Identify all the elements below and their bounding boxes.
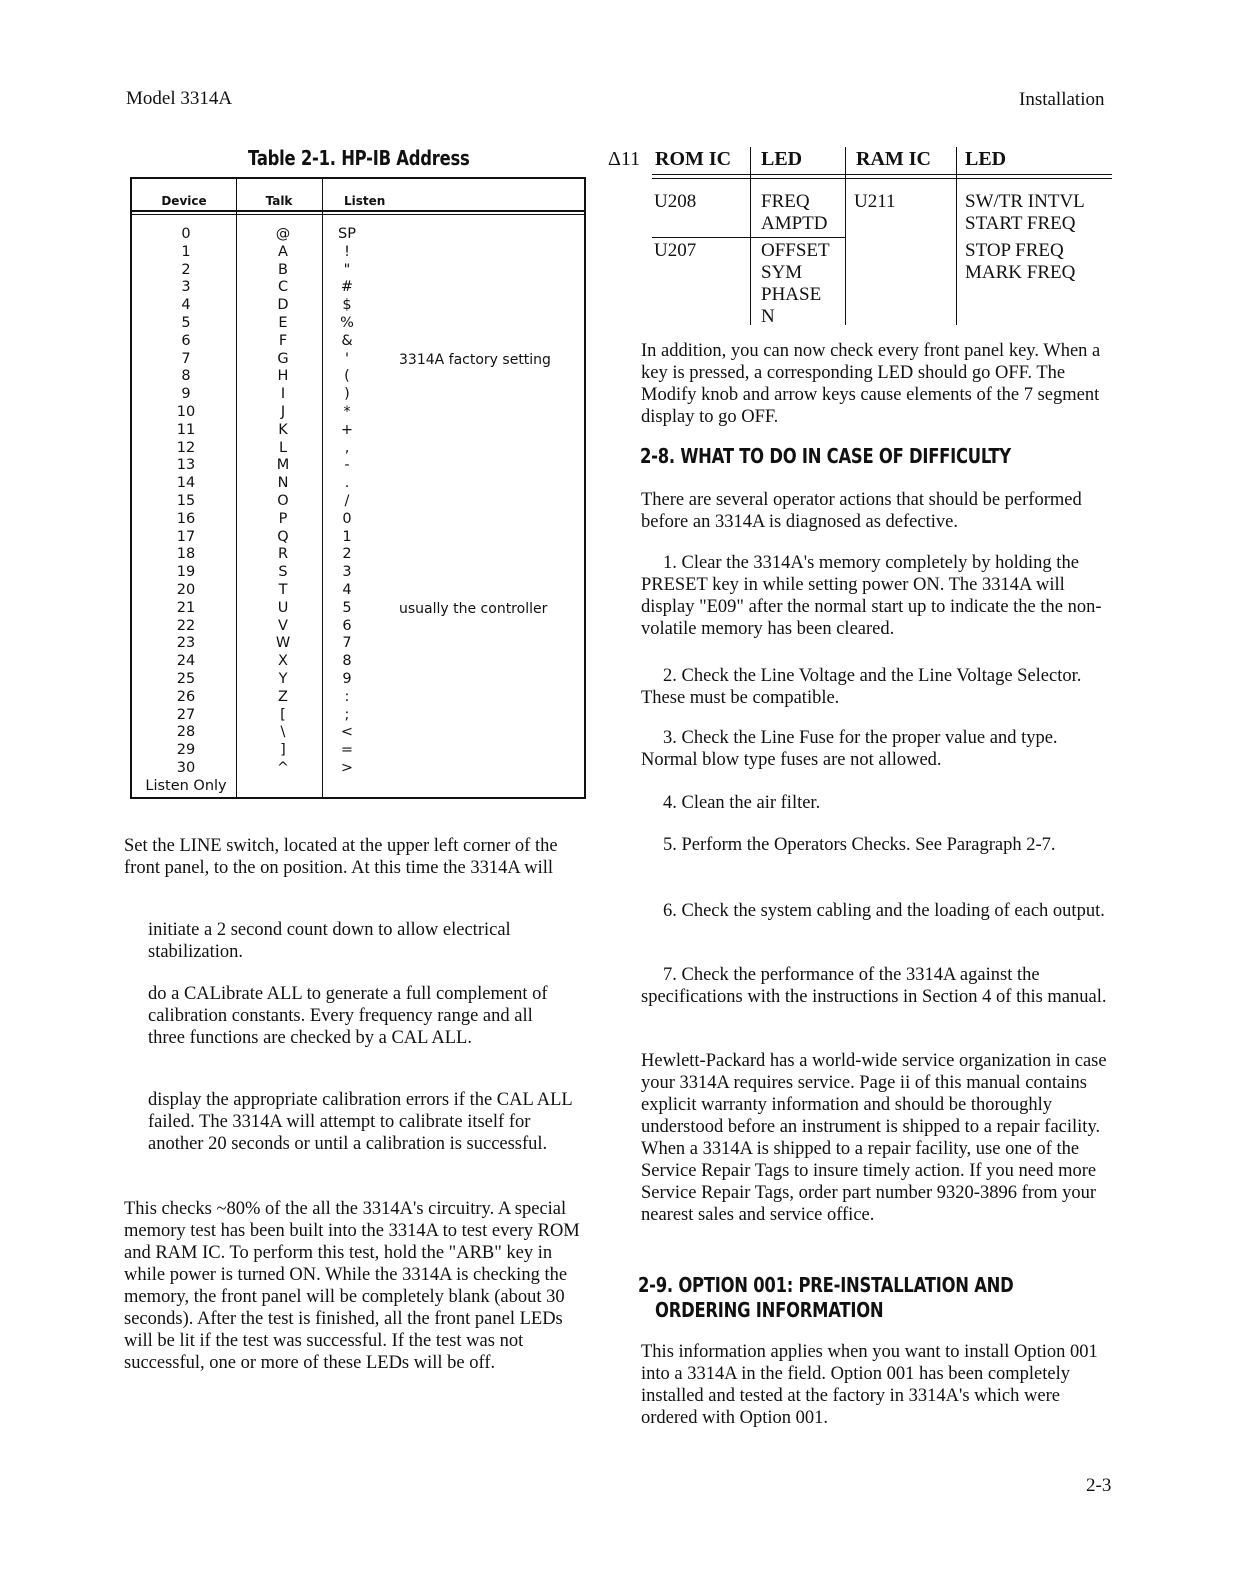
talk-cell: F: [278, 332, 288, 349]
paragraph-front-panel-keys: In addition, you can now check every front panel key. When a key is pressed, a corresponding LED should go OFF. The Modify knob and arrow keys cause elements of the 7 segment display to go OFF.: [641, 341, 1101, 427]
listen-cell: :: [344, 688, 350, 705]
led-n: N: [761, 306, 775, 327]
table-row: [132, 724, 392, 742]
listen-cell: (: [344, 368, 350, 385]
listen-cell: -: [344, 457, 350, 474]
paragraph-operator-actions: There are several operator actions that should be performed before an 3314A is diagnosed as defective.: [641, 490, 1082, 532]
step-2: 2. Check the Line Voltage and the Line Voltage Selector. These must be compatible.: [641, 666, 1082, 708]
table-row: [132, 529, 392, 547]
device-cell: 19: [176, 564, 196, 581]
table-row: [132, 315, 392, 333]
hpib-address-table: [130, 177, 586, 799]
talk-cell: \: [280, 724, 286, 741]
led-offset: OFFSET: [761, 240, 830, 261]
rom-ic-u207: U207: [654, 240, 697, 261]
note-factory-setting: 3314A factory setting: [399, 352, 551, 368]
talk-cell: N: [277, 475, 289, 492]
listen-cell: ): [344, 386, 350, 403]
table-row: [132, 707, 392, 725]
col-header-device: Device: [161, 194, 207, 208]
device-cell: 16: [176, 510, 196, 527]
listen-cell: 9: [342, 670, 352, 687]
talk-cell: M: [276, 457, 290, 474]
device-cell: 2: [181, 261, 191, 278]
device-cell: 21: [176, 599, 196, 616]
device-cell: 20: [176, 581, 196, 598]
device-cell: 7: [181, 350, 191, 367]
device-cell: 3: [181, 279, 191, 296]
listen-cell: .: [344, 475, 350, 492]
device-cell: 29: [176, 742, 196, 759]
talk-cell: H: [277, 368, 289, 385]
talk-cell: K: [278, 421, 288, 438]
listen-cell: #: [340, 279, 354, 296]
col-header-led-2: LED: [965, 148, 1007, 170]
table-row: [132, 618, 392, 636]
listen-cell: =: [340, 742, 354, 759]
table-row: [132, 404, 392, 422]
table-row: [132, 778, 392, 796]
talk-cell: Q: [277, 528, 289, 545]
device-cell: 28: [176, 724, 196, 741]
table-row: [132, 440, 392, 458]
listen-cell: 4: [342, 581, 352, 598]
table-row: [132, 475, 392, 493]
section-title-2-9-line-1: 2-9. OPTION 001: PRE-INSTALLATION AND: [638, 1273, 1014, 1297]
step-7: 7. Check the performance of the 3314A against the specifications with the instructions in Section 4 of this manual.: [641, 965, 1107, 1007]
talk-cell: A: [278, 243, 288, 260]
talk-cell: J: [280, 403, 286, 420]
table-row: [132, 546, 392, 564]
device-cell: 1: [181, 243, 191, 260]
talk-cell: Z: [278, 688, 288, 705]
paragraph-option-001: This information applies when you want to install Option 001 into a 3314A in the field. Option 001 has been completely installed and tested at the factory in 3314A's which were ordered with Option 001.: [641, 1342, 1098, 1428]
talk-cell: T: [278, 581, 288, 598]
table-row: [132, 333, 392, 351]
note-controller: usually the controller: [399, 601, 548, 617]
device-cell: 8: [181, 368, 191, 385]
talk-cell: W: [275, 635, 291, 652]
listen-cell: ;: [344, 706, 350, 723]
talk-cell: L: [278, 439, 288, 456]
table-row: [132, 511, 392, 529]
header-divider-2: [132, 214, 584, 215]
listen-cell: 2: [342, 546, 352, 563]
talk-cell: P: [278, 510, 288, 527]
device-cell: 14: [176, 475, 196, 492]
col-header-led-1: LED: [761, 148, 803, 170]
col-header-talk: Talk: [265, 194, 293, 208]
listen-cell: ,: [344, 439, 350, 456]
header-model: Model 3314A: [126, 88, 233, 109]
led-phase: PHASE: [761, 284, 822, 305]
led-stop-freq: STOP FREQ: [965, 240, 1064, 261]
rom-ram-led-table: [640, 142, 1115, 327]
led-sw-tr-intvl: SW/TR INTVL: [965, 191, 1085, 212]
talk-cell: I: [280, 386, 286, 403]
listen-cell: <: [340, 724, 354, 741]
talk-cell: D: [277, 297, 289, 314]
device-cell: 18: [176, 546, 196, 563]
col-header-listen: Listen: [344, 194, 386, 208]
listen-cell: 5: [342, 599, 352, 616]
listen-cell: ': [345, 350, 349, 367]
talk-cell: [: [280, 706, 286, 723]
header-section: Installation: [1019, 89, 1105, 110]
talk-cell: C: [277, 279, 289, 296]
device-cell: 30: [176, 759, 196, 776]
device-cell: 27: [176, 706, 196, 723]
talk-cell: G: [277, 350, 289, 367]
table-row: [132, 279, 392, 297]
listen-cell: 7: [342, 635, 352, 652]
led-mark-freq: MARK FREQ: [965, 262, 1076, 283]
table-row: [132, 600, 392, 618]
device-cell: 6: [181, 332, 191, 349]
table-row: [132, 493, 392, 511]
table-row: [132, 351, 392, 369]
led-start-freq: START FREQ: [965, 213, 1076, 234]
talk-cell: ]: [280, 742, 286, 759]
device-cell: 26: [176, 688, 196, 705]
device-cell: 23: [176, 635, 196, 652]
talk-cell: X: [278, 653, 288, 670]
device-cell: Listen Only: [145, 777, 227, 794]
talk-cell: O: [277, 492, 289, 509]
table-title: Table 2-1. HP-IB Address: [248, 146, 470, 170]
device-cell: 24: [176, 653, 196, 670]
listen-cell: 1: [342, 528, 352, 545]
col-divider-c: [956, 147, 957, 325]
table-row: [132, 386, 392, 404]
table-row: [132, 262, 392, 280]
device-cell: 12: [176, 439, 196, 456]
table-row: [132, 582, 392, 600]
listen-cell: *: [343, 403, 351, 420]
talk-cell: V: [278, 617, 288, 634]
list-item-cal-all: do a CALibrate ALL to generate a full complement of calibration constants. Every frequency range and all three functions are checked by a CAL ALL.: [148, 984, 548, 1048]
step-5: 5. Perform the Operators Checks. See Paragraph 2-7.: [663, 835, 1056, 855]
device-cell: 22: [176, 617, 196, 634]
device-cell: 4: [181, 297, 191, 314]
talk-cell: E: [278, 314, 288, 331]
talk-cell: R: [277, 546, 289, 563]
header-rule: [652, 174, 1112, 175]
device-cell: 17: [176, 528, 196, 545]
table-row: [132, 457, 392, 475]
table-row: [132, 742, 392, 760]
header-divider: [132, 210, 584, 212]
revision-marker: Δ11: [608, 148, 641, 170]
listen-cell: 0: [342, 510, 352, 527]
table-row: [132, 635, 392, 653]
col-divider-a: [750, 147, 751, 325]
step-3: 3. Check the Line Fuse for the proper value and type. Normal blow type fuses are not allowed.: [641, 728, 1058, 770]
table-row: [132, 564, 392, 582]
list-item-countdown: initiate a 2 second count down to allow electrical stabilization.: [148, 920, 511, 962]
device-cell: 15: [176, 492, 196, 509]
table-row: [132, 653, 392, 671]
step-6: 6. Check the system cabling and the loading of each output.: [663, 901, 1105, 921]
device-cell: 0: [181, 226, 191, 242]
table-row: [132, 244, 392, 262]
ram-ic-u211: U211: [854, 191, 896, 212]
table-row: [132, 671, 392, 689]
listen-cell: SP: [338, 226, 356, 242]
listen-cell: &: [341, 332, 353, 349]
table-row: [132, 422, 392, 440]
step-1: 1. Clear the 3314A's memory completely by holding the PRESET key in while setting power ON. The 3314A will display "E09" after the normal start up to indicate the the non-volatile memory has been cleared.: [641, 553, 1102, 639]
step-4: 4. Clean the air filter.: [663, 793, 821, 813]
row-divider: [652, 237, 845, 238]
col-header-ram-ic: RAM IC: [856, 148, 931, 170]
led-amptd: AMPTD: [761, 213, 828, 234]
listen-cell: %: [340, 314, 354, 331]
listen-cell: 3: [342, 564, 352, 581]
device-cell: 10: [176, 403, 196, 420]
table-row: [132, 226, 392, 244]
led-sym: SYM: [761, 262, 803, 283]
led-freq: FREQ: [761, 191, 810, 212]
talk-cell: S: [278, 564, 288, 581]
listen-cell: +: [340, 421, 354, 438]
section-title-2-9-line-2: ORDERING INFORMATION: [655, 1298, 884, 1322]
paragraph-memory-test: This checks ~80% of the all the 3314A's circuitry. A special memory test has been built into the 3314A to test every ROM and RAM IC. To perform this test, hold the "ARB" key in while power is turned ON. While the 3314A is checking the memory, the front panel will be completely blank (about 30 seconds). After the test is finished, all the front panel LEDs will be lit if the test was successful. If the test was not successful, one or more of these LEDs will be off.: [124, 1199, 580, 1373]
listen-cell: 6: [342, 617, 352, 634]
listen-cell: 8: [342, 653, 352, 670]
device-cell: 5: [181, 314, 191, 331]
device-cell: 13: [176, 457, 196, 474]
device-cell: 25: [176, 670, 196, 687]
table-row: [132, 689, 392, 707]
table-row: [132, 760, 392, 778]
listen-cell: /: [344, 492, 350, 509]
col-divider-b: [845, 147, 846, 325]
talk-cell: @: [275, 226, 291, 242]
device-cell: 9: [181, 386, 191, 403]
device-cell: 11: [176, 421, 196, 438]
page-number: 2-3: [1086, 1475, 1112, 1496]
table-body: [132, 226, 392, 796]
listen-cell: $: [342, 297, 352, 314]
talk-cell: Y: [278, 670, 288, 687]
talk-cell: B: [278, 261, 288, 278]
talk-cell: ^: [276, 759, 290, 776]
listen-cell: >: [340, 759, 354, 776]
header-rule-2: [652, 178, 1112, 179]
col-header-rom-ic: ROM IC: [655, 148, 732, 170]
rom-ic-u208: U208: [654, 191, 697, 212]
paragraph-hewlett-packard-service: Hewlett-Packard has a world-wide service organization in case your 3314A requires service. Page ii of this manual contains explicit warranty information and should be thoroughly understood before an instrument is shipped to a repair facility. When a 3314A is shipped to a repair facility, use one of the Service Repair Tags to insure timely action. If you need more Service Repair Tags, order part number 9320-3896 from your nearest sales and service office.: [641, 1051, 1107, 1225]
listen-cell: ": [343, 261, 351, 278]
section-title-2-8: 2-8. WHAT TO DO IN CASE OF DIFFICULTY: [640, 444, 1011, 468]
table-row: [132, 368, 392, 386]
paragraph-line-switch: Set the LINE switch, located at the upper left corner of the front panel, to the on position. At this time the 3314A will: [124, 836, 558, 878]
table-row: [132, 297, 392, 315]
listen-cell: !: [344, 243, 350, 260]
talk-cell: U: [277, 599, 289, 616]
list-item-cal-errors: display the appropriate calibration errors if the CAL ALL failed. The 3314A will attempt to calibrate itself for another 20 seconds or until a calibration is successful.: [148, 1090, 572, 1154]
